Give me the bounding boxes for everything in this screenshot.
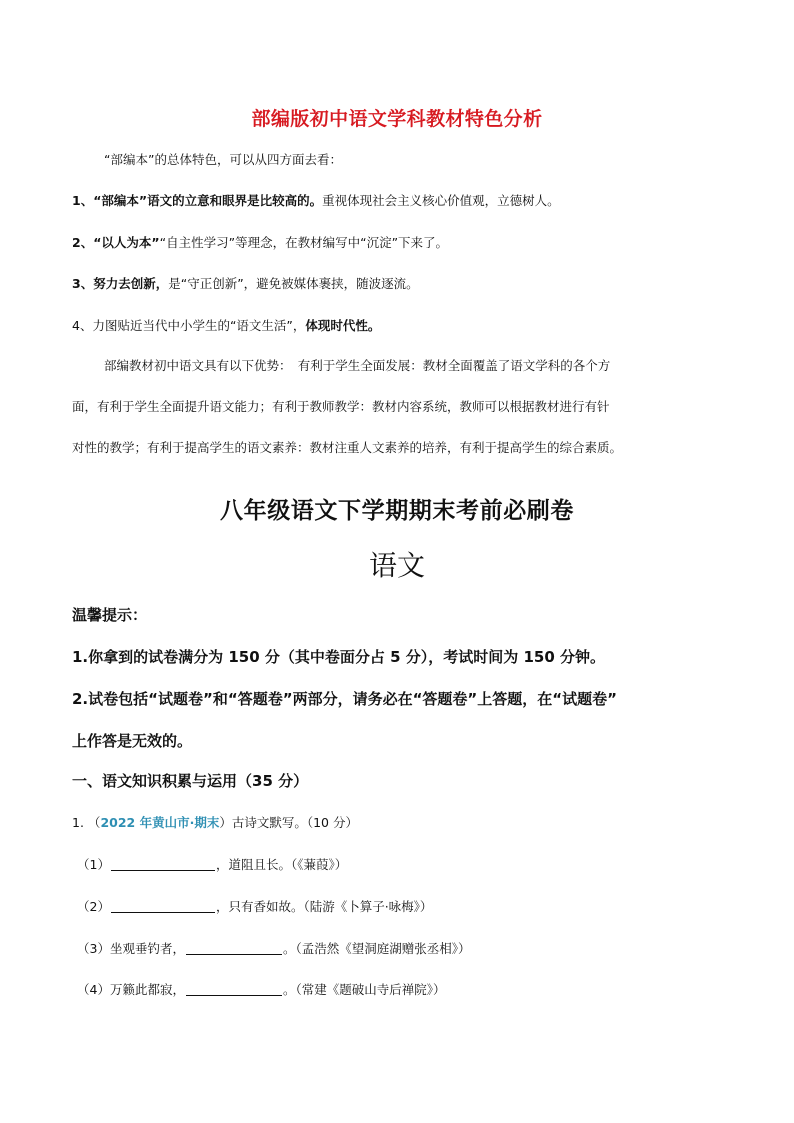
blank-suffix: ，只有香如故。（陆游《卜算子·咏梅》） xyxy=(215,899,433,914)
fill-blank-item-3 xyxy=(77,940,470,958)
feature-item-1 xyxy=(72,192,560,210)
fill-blank-item-1 xyxy=(77,856,347,874)
feature-normal-text: 力图贴近当代中小学生的“语文生活”， xyxy=(92,318,306,333)
answer-blank[interactable] xyxy=(186,983,282,996)
paragraph-line: 面，有利于学生全面提升语文能力；有利于教师教学：教材内容系统，教师可以根据教材进行有针 xyxy=(72,399,610,414)
hint-heading: 温馨提示： xyxy=(72,606,148,624)
feature-number: 1、 xyxy=(72,193,94,208)
blank-label: （2） xyxy=(77,899,110,914)
feature-item-2 xyxy=(72,234,448,252)
feature-normal-text: “自主性学习”等理念，在教材编写中“沉淀”下来了。 xyxy=(159,235,449,250)
question-open-paren: （ xyxy=(87,815,101,830)
blank-prefix: 坐观垂钓者， xyxy=(109,941,185,956)
blank-label: （4） xyxy=(77,982,110,997)
feature-number: 3、 xyxy=(72,276,94,291)
blank-prefix: 万籁此都寂， xyxy=(109,982,185,997)
blank-suffix: 。（常建《题破山寺后禅院》） xyxy=(282,982,446,997)
answer-blank[interactable] xyxy=(111,858,215,871)
paragraph-line: 部编教材初中语文具有以下优势： 有利于学生全面发展：教材全面覆盖了语文学科的各个方 xyxy=(104,358,611,373)
document-title: 部编版初中语文学科教材特色分析 xyxy=(251,108,543,130)
exam-title: 八年级语文下学期期末考前必刷卷 xyxy=(220,498,574,524)
feature-number: 2、 xyxy=(72,235,94,250)
feature-number: 4、 xyxy=(72,318,93,333)
blank-suffix: 。（孟浩然《望洞庭湖赠张丞相》） xyxy=(282,941,471,956)
feature-bold-text: 努力去创新， xyxy=(93,276,169,291)
notice-line: 1.你拿到的试卷满分为 150 分（其中卷面分占 5 分），考试时间为 150 分钟。 xyxy=(72,648,606,666)
answer-blank[interactable] xyxy=(111,900,215,913)
feature-item-3 xyxy=(72,275,419,293)
answer-blank[interactable] xyxy=(186,942,282,955)
feature-bold-text: “部编本”语文的立意和眼界是比较高的。 xyxy=(93,193,323,208)
exam-notice xyxy=(72,636,732,762)
notice-line: 2.试卷包括“试题卷”和“答题卷”两部分，请务必在“答题卷”上答题，在“试题卷” xyxy=(72,690,618,708)
feature-bold-text: “以人为本” xyxy=(93,235,160,250)
question-source: 2022 年黄山市·期末 xyxy=(100,815,220,830)
fill-blank-item-2 xyxy=(77,898,432,916)
question-1 xyxy=(72,814,358,832)
section-heading: 一、语文知识积累与运用（35 分） xyxy=(72,772,309,790)
question-text: ）古诗文默写。（10 分） xyxy=(219,815,358,830)
question-number: 1. xyxy=(72,815,84,830)
paragraph-line: 对性的教学；有利于提高学生的语文素养：教材注重人文素养的培养，有利于提高学生的综合素质。 xyxy=(72,440,623,455)
feature-normal-text: 是“守正创新”，避免被媒体裹挟，随波逐流。 xyxy=(168,276,419,291)
blank-label: （1） xyxy=(77,857,110,872)
blank-suffix: ，道阻且长。（《蒹葭》） xyxy=(215,857,348,872)
intro-lead: “部编本”的总体特色，可以从四方面去看： xyxy=(104,152,342,167)
fill-blank-item-4 xyxy=(77,981,445,999)
exam-subject: 语文 xyxy=(368,549,425,582)
advantages-paragraph xyxy=(72,345,732,468)
feature-item-4 xyxy=(72,317,380,335)
feature-bold-text: 体现时代性。 xyxy=(305,318,381,333)
notice-line: 上作答是无效的。 xyxy=(72,732,193,750)
feature-normal-text: 重视体现社会主义核心价值观，立德树人。 xyxy=(322,193,560,208)
blank-label: （3） xyxy=(77,941,110,956)
